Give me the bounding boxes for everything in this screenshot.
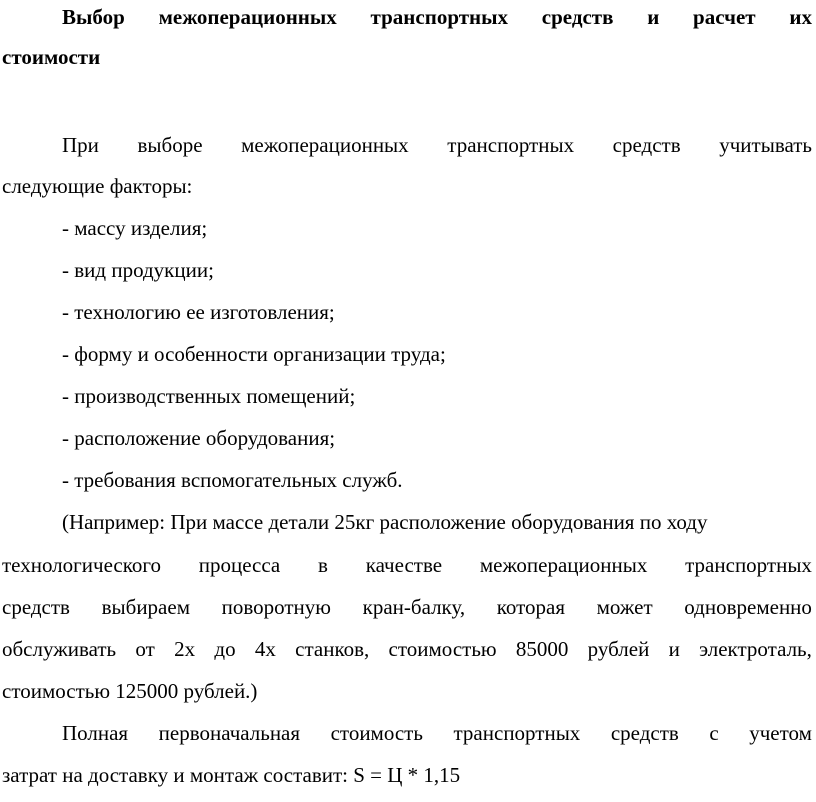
- example-paragraph-line-4: [2, 636, 812, 662]
- intro-paragraph-line-1: [62, 132, 812, 158]
- word: первоначальная: [158, 721, 301, 745]
- factor-list-item: - форму и особенности организации труда;: [62, 342, 446, 366]
- section-heading-line-2: стоимости: [2, 45, 101, 69]
- word: процесса: [198, 553, 281, 577]
- word: поворотную: [221, 595, 331, 619]
- word: которая: [496, 595, 565, 619]
- word: средств: [610, 721, 679, 745]
- example-paragraph-line-1: (Например: При массе детали 25кг расположение оборудования по ходу: [62, 510, 708, 534]
- word: и: [647, 5, 660, 29]
- word: кран-балку,: [362, 595, 466, 619]
- word: учитывать: [719, 133, 812, 157]
- word: выборе: [137, 133, 203, 157]
- word: средств: [541, 5, 614, 29]
- word: станков,: [295, 637, 370, 661]
- factor-list-item: - расположение оборудования;: [62, 426, 336, 450]
- word: расчет: [693, 5, 756, 29]
- word: и: [668, 637, 680, 661]
- word: межоперационных: [479, 553, 648, 577]
- example-paragraph-line-5: стоимостью 125000 рублей.): [2, 679, 258, 703]
- word: транспортных: [685, 553, 812, 577]
- word: 85000: [515, 637, 569, 661]
- word: до: [214, 637, 236, 661]
- word: Полная: [62, 721, 129, 745]
- word: от: [135, 637, 155, 661]
- factor-list-item: - технологию ее изготовления;: [62, 300, 335, 324]
- word: выбираем: [101, 595, 190, 619]
- word: межоперационных: [158, 5, 337, 29]
- word: с: [709, 721, 719, 745]
- factor-list-item: - производственных помещений;: [62, 384, 356, 408]
- word: электроталь,: [699, 637, 812, 661]
- example-paragraph-line-3: [2, 594, 812, 620]
- word: транспортных: [453, 721, 581, 745]
- factor-list-item: - требования вспомогательных служб.: [62, 468, 403, 492]
- word: Выбор: [62, 5, 125, 29]
- word: средств: [612, 133, 681, 157]
- word: транспортных: [370, 5, 509, 29]
- word: 4х: [254, 637, 276, 661]
- word: стоимостью: [388, 637, 497, 661]
- word: обслуживать: [2, 637, 117, 661]
- word: стоимость: [330, 721, 423, 745]
- word: их: [789, 5, 812, 29]
- factor-list-item: - вид продукции;: [62, 258, 214, 282]
- factor-list-item: - массу изделия;: [62, 216, 208, 240]
- intro-paragraph-line-2: следующие факторы:: [2, 174, 193, 198]
- word: качестве: [365, 553, 443, 577]
- word: средств: [2, 595, 70, 619]
- section-heading-line-1: [62, 4, 812, 30]
- cost-paragraph-line-2: затрат на доставку и монтаж составит: S = Ц * 1,15: [2, 763, 461, 787]
- word: учетом: [749, 721, 812, 745]
- word: может: [596, 595, 653, 619]
- word: технологического: [2, 553, 161, 577]
- word: При: [62, 133, 99, 157]
- word: одновременно: [684, 595, 812, 619]
- word: рублей: [587, 637, 650, 661]
- word: 2х: [174, 637, 196, 661]
- word: межоперационных: [241, 133, 409, 157]
- example-paragraph-line-2: [2, 552, 812, 578]
- word: в: [318, 553, 328, 577]
- word: транспортных: [447, 133, 575, 157]
- cost-paragraph-line-1: [62, 720, 812, 746]
